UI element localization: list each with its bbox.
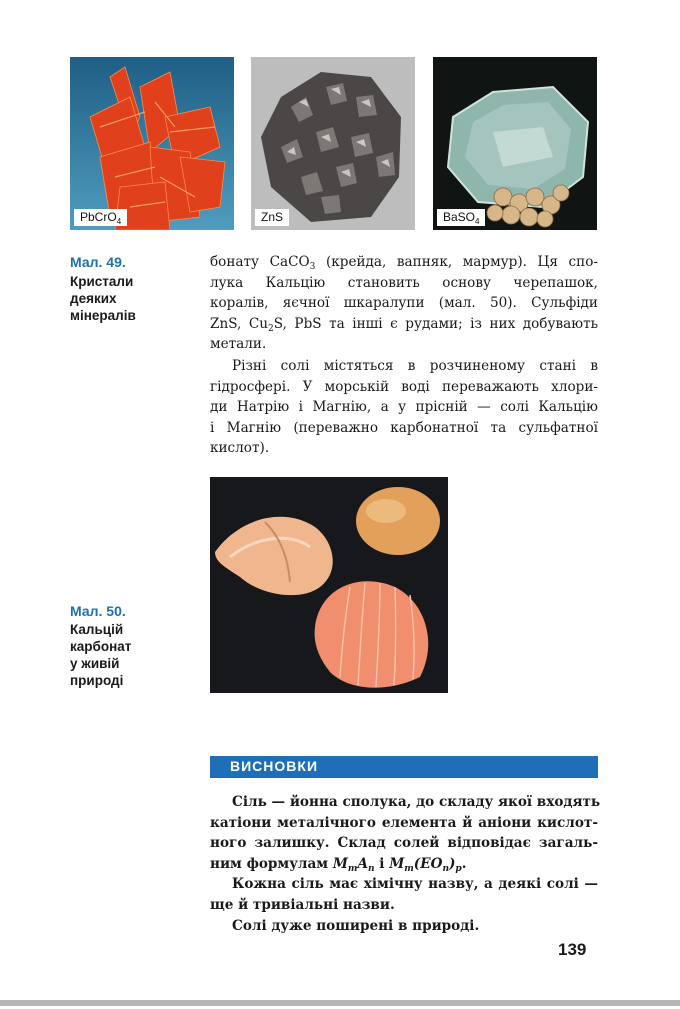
bottom-divider	[0, 1000, 680, 1006]
text-line: Кожна сіль має хімічну назву, а деякі солі —	[232, 876, 598, 893]
figure-50-caption	[70, 621, 131, 689]
text-line: ZnS, $Cu_2S$, PbS та інші є рудами; із них добувають	[210, 315, 599, 334]
page-number: 139	[558, 940, 587, 959]
photo-crocoite	[70, 57, 234, 230]
sphalerite-mineral-image	[251, 57, 415, 230]
crocoite-crystal-image	[70, 57, 234, 230]
caption-line: мінералів	[70, 308, 136, 323]
text-line: Сіль — йонна сполука, до складу якої входять	[232, 794, 601, 810]
photo-label-pbcro4: PbCrO$_4$	[74, 209, 127, 226]
caption-line: Кальцій	[70, 622, 124, 637]
text-line: метали.	[210, 336, 267, 353]
conclusions-header	[210, 756, 598, 778]
text-line: і Магнію (переважно карбонатної та сульфатної	[210, 419, 598, 436]
formula-line: ним формулам $M_mA_n$ і $M_m(EO_n)_p$.	[210, 855, 467, 874]
text-line: Різні солі містяться в розчиненому стані в	[232, 358, 598, 374]
paragraph-hydrosphere	[210, 356, 598, 459]
text-line: кислот).	[210, 440, 270, 457]
figure-50-number: Мал. 50.	[70, 603, 126, 619]
shells-egg-image	[210, 477, 448, 693]
text-line: ще й тривіальні назви.	[210, 896, 395, 913]
barite-crystal-image	[433, 57, 597, 230]
text-line: коралів, яєчної шкаралупи (мал. 50). Сульфіди	[210, 295, 598, 312]
caption-line: Кристали	[70, 274, 134, 289]
paragraph-carbonates	[210, 252, 598, 355]
caption-line: карбонат	[70, 639, 132, 654]
figure-49-number: Мал. 49.	[70, 254, 126, 270]
text-line: ди Натрію і Магнію, а у прісній — солі Кальцію	[210, 399, 598, 416]
photo-label-baso4: BaSO$_4$	[437, 209, 485, 226]
text-line: ного залишку. Склад солей відповідає загаль-	[210, 835, 598, 852]
text-line: катіони металічного елемента й аніони кислот-	[210, 814, 598, 831]
text-line: бонату CaCO$_3$ (крейда, вапняк, мармур). Ця спо-	[210, 254, 598, 272]
photo-sphalerite	[251, 57, 415, 230]
conclusions-title: ВИСНОВКИ	[230, 758, 319, 774]
caption-line: природі	[70, 673, 124, 688]
conclusions-text	[210, 792, 601, 936]
caption-line: у живій	[70, 656, 120, 671]
photo-label-zns: ZnS	[255, 209, 289, 226]
figure-49-caption	[70, 273, 136, 324]
text-line: лука Кальцію становить основу черепашок,	[210, 274, 598, 291]
caption-line: деяких	[70, 291, 117, 306]
photo-shells-egg	[210, 477, 448, 693]
photo-barite	[433, 57, 597, 230]
text-line: гідросфері. У морській воді переважають хлори-	[210, 378, 598, 395]
text-line: Солі дуже поширені в природі.	[232, 917, 480, 934]
